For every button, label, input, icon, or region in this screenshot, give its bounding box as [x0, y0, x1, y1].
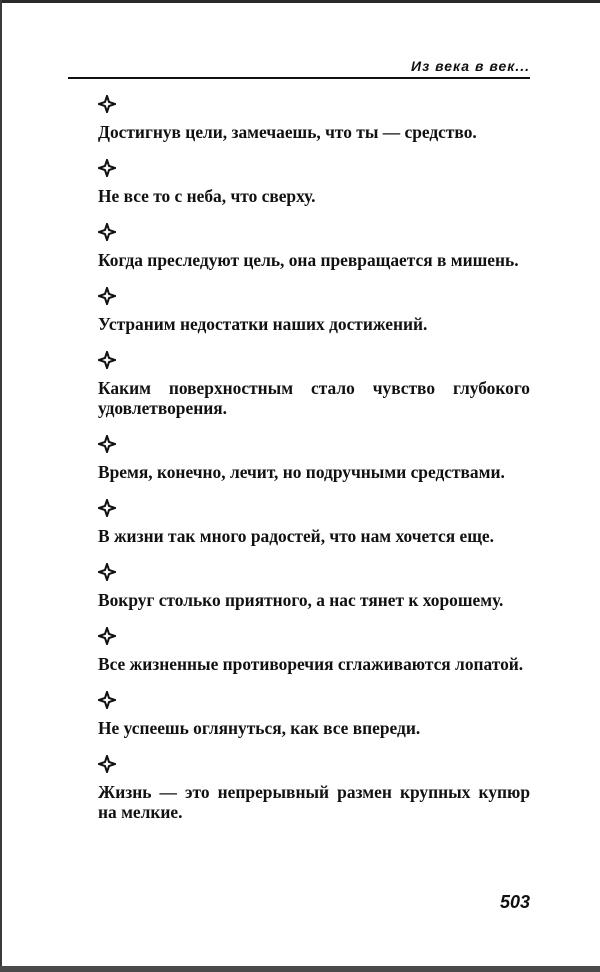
aphorism-item [98, 223, 530, 270]
aphorism-item [98, 159, 530, 206]
aphorism-list [98, 95, 530, 839]
header-rule [68, 77, 530, 79]
aphorism-item [98, 691, 530, 738]
aphorism-item [98, 351, 530, 418]
aphorism-text: Устраним недостатки наших достижений. [98, 314, 428, 334]
page-number: 503 [499, 892, 530, 912]
aphorism-text: Каким поверхностным стало чувство глубокого удовлетворения. [98, 378, 530, 418]
aphorism-text: Не успеешь оглянуться, как все впереди. [98, 718, 421, 738]
four-point-star-icon [98, 223, 116, 241]
aphorism-item [98, 755, 530, 822]
aphorism-item [98, 499, 530, 546]
aphorism-item [98, 435, 530, 482]
aphorism-item [98, 563, 530, 610]
left-border [0, 0, 2, 972]
four-point-star-icon [98, 499, 116, 517]
aphorism-text: Когда преследуют цель, она превращается в мишень. [98, 250, 519, 270]
four-point-star-icon [98, 563, 116, 581]
aphorism-item [98, 287, 530, 334]
aphorism-text: Время, конечно, лечит, но подручными средствами. [98, 462, 505, 482]
aphorism-item [98, 95, 530, 142]
bottom-border [0, 966, 600, 972]
aphorism-text: Достигнув цели, замечаешь, что ты — средство. [98, 122, 477, 142]
aphorism-text: В жизни так много радостей, что нам хочется еще. [98, 526, 494, 546]
four-point-star-icon [98, 95, 116, 113]
aphorism-text: Жизнь — это непрерывный размен крупных купюр на мелкие. [98, 782, 530, 822]
running-header [68, 56, 530, 78]
running-title: Из века в век... [411, 58, 530, 74]
four-point-star-icon [98, 435, 116, 453]
aphorism-text: Не все то с неба, что сверху. [98, 186, 316, 206]
four-point-star-icon [98, 691, 116, 709]
four-point-star-icon [98, 287, 116, 305]
aphorism-text: Вокруг столько приятного, а нас тянет к хорошему. [98, 590, 504, 610]
aphorism-item [98, 627, 530, 674]
four-point-star-icon [98, 627, 116, 645]
four-point-star-icon [98, 159, 116, 177]
four-point-star-icon [98, 351, 116, 369]
four-point-star-icon [98, 755, 116, 773]
top-border [0, 0, 600, 3]
aphorism-text: Все жизненные противоречия сглаживаются лопатой. [98, 654, 524, 674]
